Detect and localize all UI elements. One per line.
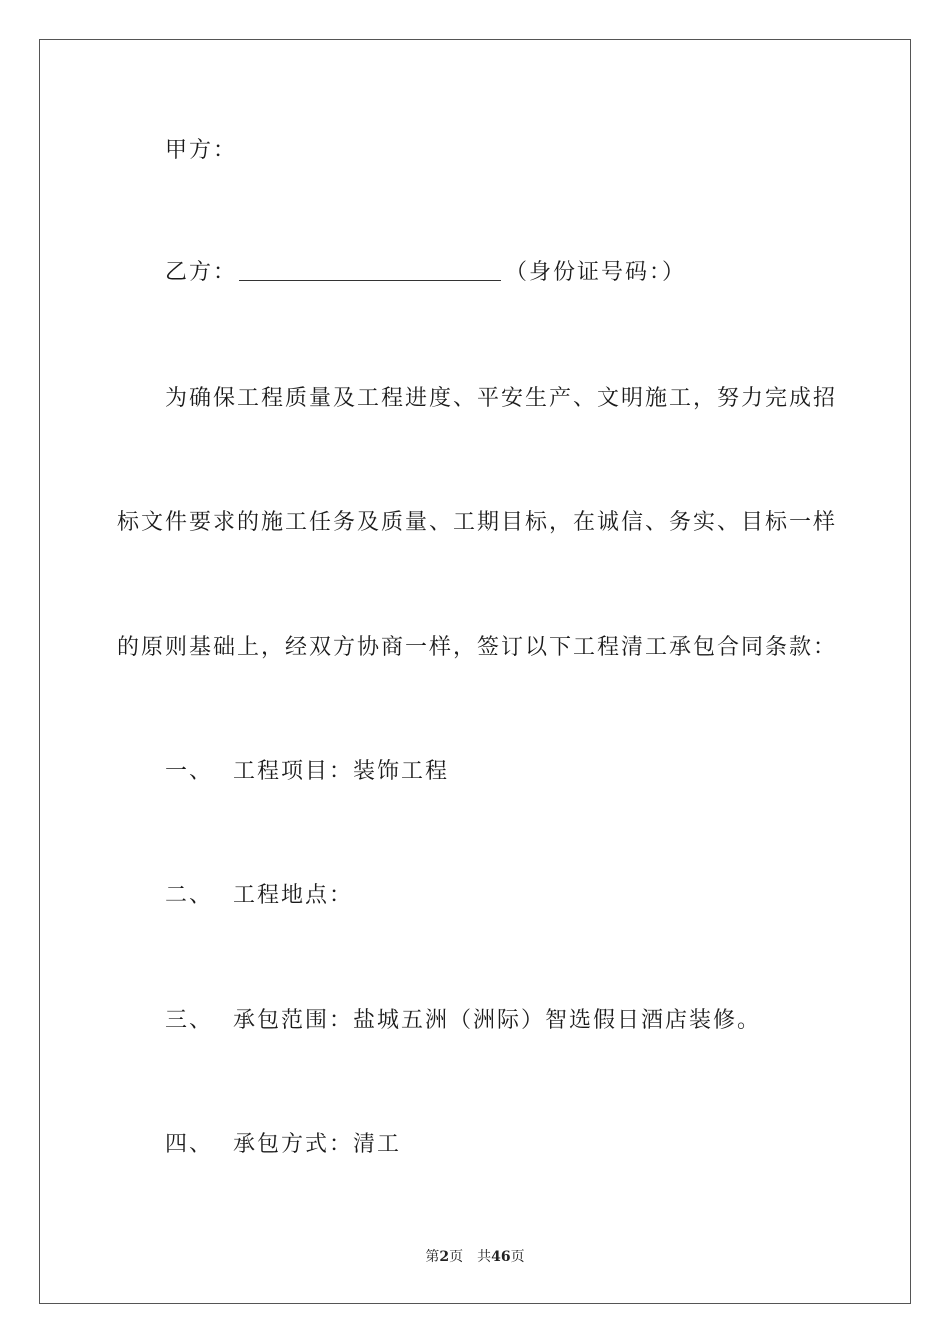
party-b-blank — [239, 260, 501, 281]
clause-2 — [165, 881, 353, 911]
party-b-line — [165, 258, 686, 288]
clause-3-text: 承包范围：盐城五洲（洲际）智选假日酒店装修。 — [233, 1008, 762, 1033]
party-a-line — [165, 136, 237, 166]
footer-total-prefix: 共 — [477, 1249, 492, 1265]
clause-1-text: 工程项目：装饰工程 — [233, 759, 450, 784]
current-page-number: 2 — [439, 1249, 450, 1265]
clause-3 — [165, 1006, 761, 1036]
footer-total-unit: 页 — [510, 1249, 525, 1265]
clause-1 — [165, 757, 449, 787]
paragraph-text-3: 的原则基础上，经双方协商一样，签订以下工程清工承包合同条款： — [117, 635, 838, 660]
total-page-count: 46 — [491, 1249, 511, 1265]
party-a-label: 甲方： — [165, 138, 238, 163]
paragraph-line-3 — [117, 633, 837, 663]
paragraph-text-1: 为确保工程质量及工程进度、平安生产、文明施工，努力完成招 — [165, 386, 838, 411]
clause-2-text: 工程地点： — [233, 883, 354, 908]
paragraph-line-1 — [165, 384, 837, 414]
paragraph-line-2 — [117, 508, 837, 538]
clause-4-text: 承包方式：清工 — [233, 1132, 402, 1157]
footer-prefix: 第 — [425, 1249, 440, 1265]
paragraph-text-2: 标文件要求的施工任务及质量、工期目标，在诚信、务实、目标一样 — [117, 510, 838, 535]
clause-3-number: 三、 — [165, 1008, 214, 1033]
footer-page-unit: 页 — [449, 1249, 464, 1265]
clause-2-number: 二、 — [165, 883, 214, 908]
party-b-label: 乙方： — [165, 260, 238, 285]
page-footer — [0, 1248, 950, 1266]
party-b-id: （身份证号码：） — [505, 260, 687, 285]
page-border — [39, 39, 911, 1304]
clause-4 — [165, 1130, 401, 1160]
clause-4-number: 四、 — [165, 1132, 214, 1157]
clause-1-number: 一、 — [165, 759, 214, 784]
